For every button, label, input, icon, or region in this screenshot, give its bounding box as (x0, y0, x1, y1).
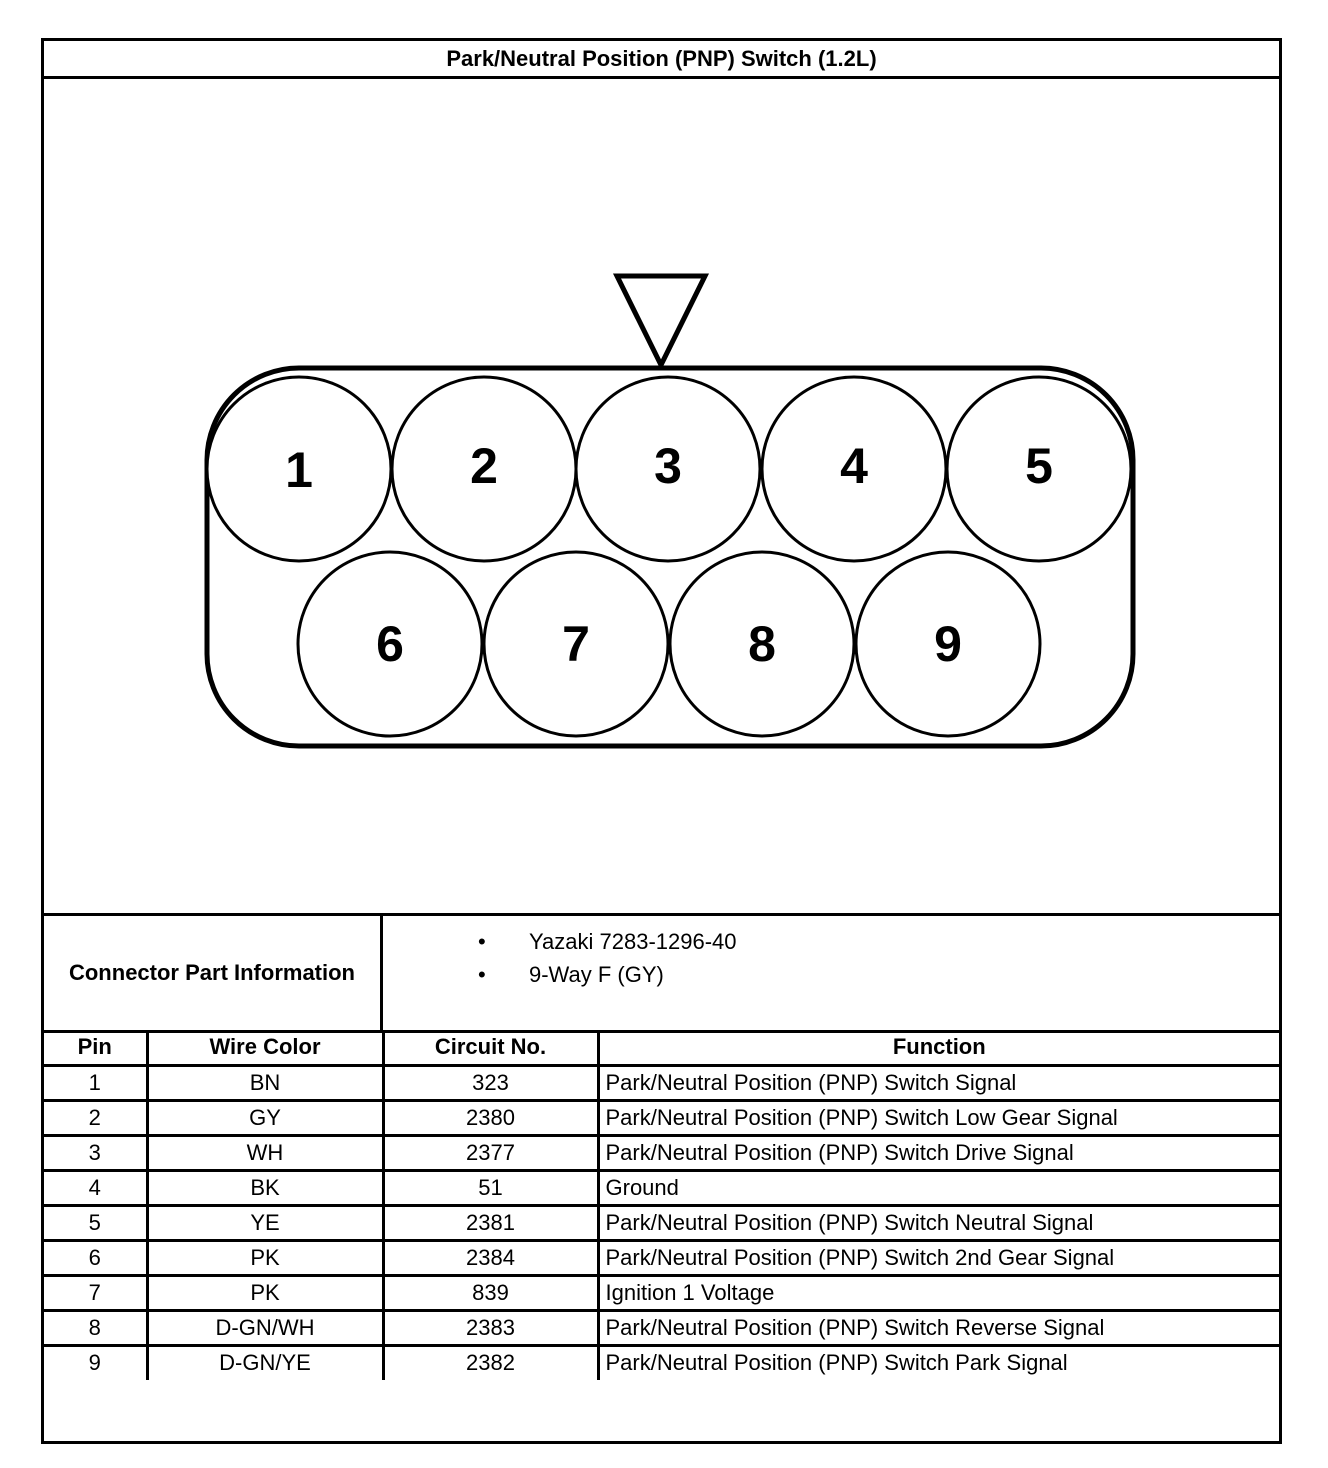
cell-circuit: 51 (383, 1170, 598, 1205)
table-row (44, 1170, 1279, 1205)
column-header-pin: Pin (44, 1030, 147, 1065)
table-row (44, 1100, 1279, 1135)
page-title: Park/Neutral Position (PNP) Switch (1.2L) (44, 41, 1279, 79)
table-row (44, 1065, 1279, 1100)
pin-label: 2 (470, 438, 498, 494)
cell-pin: 3 (44, 1135, 147, 1170)
cell-wire-color: BN (147, 1065, 383, 1100)
cell-pin: 1 (44, 1065, 147, 1100)
cell-function: Ignition 1 Voltage (598, 1275, 1279, 1310)
cell-wire-color: D-GN/WH (147, 1310, 383, 1345)
cell-pin: 5 (44, 1205, 147, 1240)
pin-label: 5 (1025, 438, 1053, 494)
cell-wire-color: WH (147, 1135, 383, 1170)
table-row (44, 1275, 1279, 1310)
connector-part-info (44, 913, 1279, 1033)
cell-wire-color: GY (147, 1100, 383, 1135)
connector-sheet (41, 38, 1282, 1444)
cell-pin: 7 (44, 1275, 147, 1310)
pin-label: 8 (748, 616, 776, 672)
pin-cavity-5 (947, 377, 1131, 561)
pin-cavity-3 (576, 377, 760, 561)
cell-circuit: 323 (383, 1065, 598, 1100)
table-row (44, 1135, 1279, 1170)
cell-pin: 9 (44, 1345, 147, 1380)
pin-label: 9 (934, 616, 962, 672)
cell-circuit: 2377 (383, 1135, 598, 1170)
pin-table (44, 1030, 1279, 1380)
cell-function: Park/Neutral Position (PNP) Switch Neutral Signal (598, 1205, 1279, 1240)
cell-wire-color: PK (147, 1275, 383, 1310)
table-header-row (44, 1030, 1279, 1065)
key-indicator-icon (617, 276, 705, 365)
cell-function: Park/Neutral Position (PNP) Switch Low Gear Signal (598, 1100, 1279, 1135)
pin-label: 6 (376, 616, 404, 672)
table-row (44, 1240, 1279, 1275)
table-row (44, 1310, 1279, 1345)
cell-function: Park/Neutral Position (PNP) Switch Signal (598, 1065, 1279, 1100)
cell-wire-color: YE (147, 1205, 383, 1240)
pin-cavity-6 (298, 552, 482, 736)
cell-pin: 4 (44, 1170, 147, 1205)
cell-circuit: 2382 (383, 1345, 598, 1380)
table-row (44, 1345, 1279, 1380)
cell-pin: 2 (44, 1100, 147, 1135)
part-info-item: • 9-Way F (GY) (423, 961, 1279, 994)
pin-cavity-1 (207, 377, 391, 561)
connector-diagram (44, 79, 1279, 914)
column-header-wire-color: Wire Color (147, 1030, 383, 1065)
cell-function: Park/Neutral Position (PNP) Switch Reverse Signal (598, 1310, 1279, 1345)
cell-function: Park/Neutral Position (PNP) Switch Park Signal (598, 1345, 1279, 1380)
cell-pin: 6 (44, 1240, 147, 1275)
cell-wire-color: PK (147, 1240, 383, 1275)
cell-wire-color: BK (147, 1170, 383, 1205)
pin-cavity-7 (484, 552, 668, 736)
cell-function: Park/Neutral Position (PNP) Switch 2nd Gear Signal (598, 1240, 1279, 1275)
cell-circuit: 2381 (383, 1205, 598, 1240)
cell-function: Park/Neutral Position (PNP) Switch Drive Signal (598, 1135, 1279, 1170)
pin-cavity-2 (392, 377, 576, 561)
cell-circuit: 2384 (383, 1240, 598, 1275)
column-header-function: Function (598, 1030, 1279, 1065)
cell-pin: 8 (44, 1310, 147, 1345)
part-info-label: Connector Part Information (44, 916, 383, 1030)
cell-function: Ground (598, 1170, 1279, 1205)
pin-label: 4 (840, 438, 868, 494)
pin-cavity-4 (762, 377, 946, 561)
part-info-list (383, 916, 1279, 1030)
pin-cavity-8 (670, 552, 854, 736)
pin-label: 3 (654, 438, 682, 494)
pin-label: 1 (285, 442, 313, 498)
cell-circuit: 2383 (383, 1310, 598, 1345)
cell-circuit: 839 (383, 1275, 598, 1310)
pin-cavity-9 (856, 552, 1040, 736)
pin-label: 7 (562, 616, 590, 672)
cell-circuit: 2380 (383, 1100, 598, 1135)
table-row (44, 1205, 1279, 1240)
column-header-circuit: Circuit No. (383, 1030, 598, 1065)
cell-wire-color: D-GN/YE (147, 1345, 383, 1380)
part-info-item: • Yazaki 7283-1296-40 (423, 928, 1279, 961)
